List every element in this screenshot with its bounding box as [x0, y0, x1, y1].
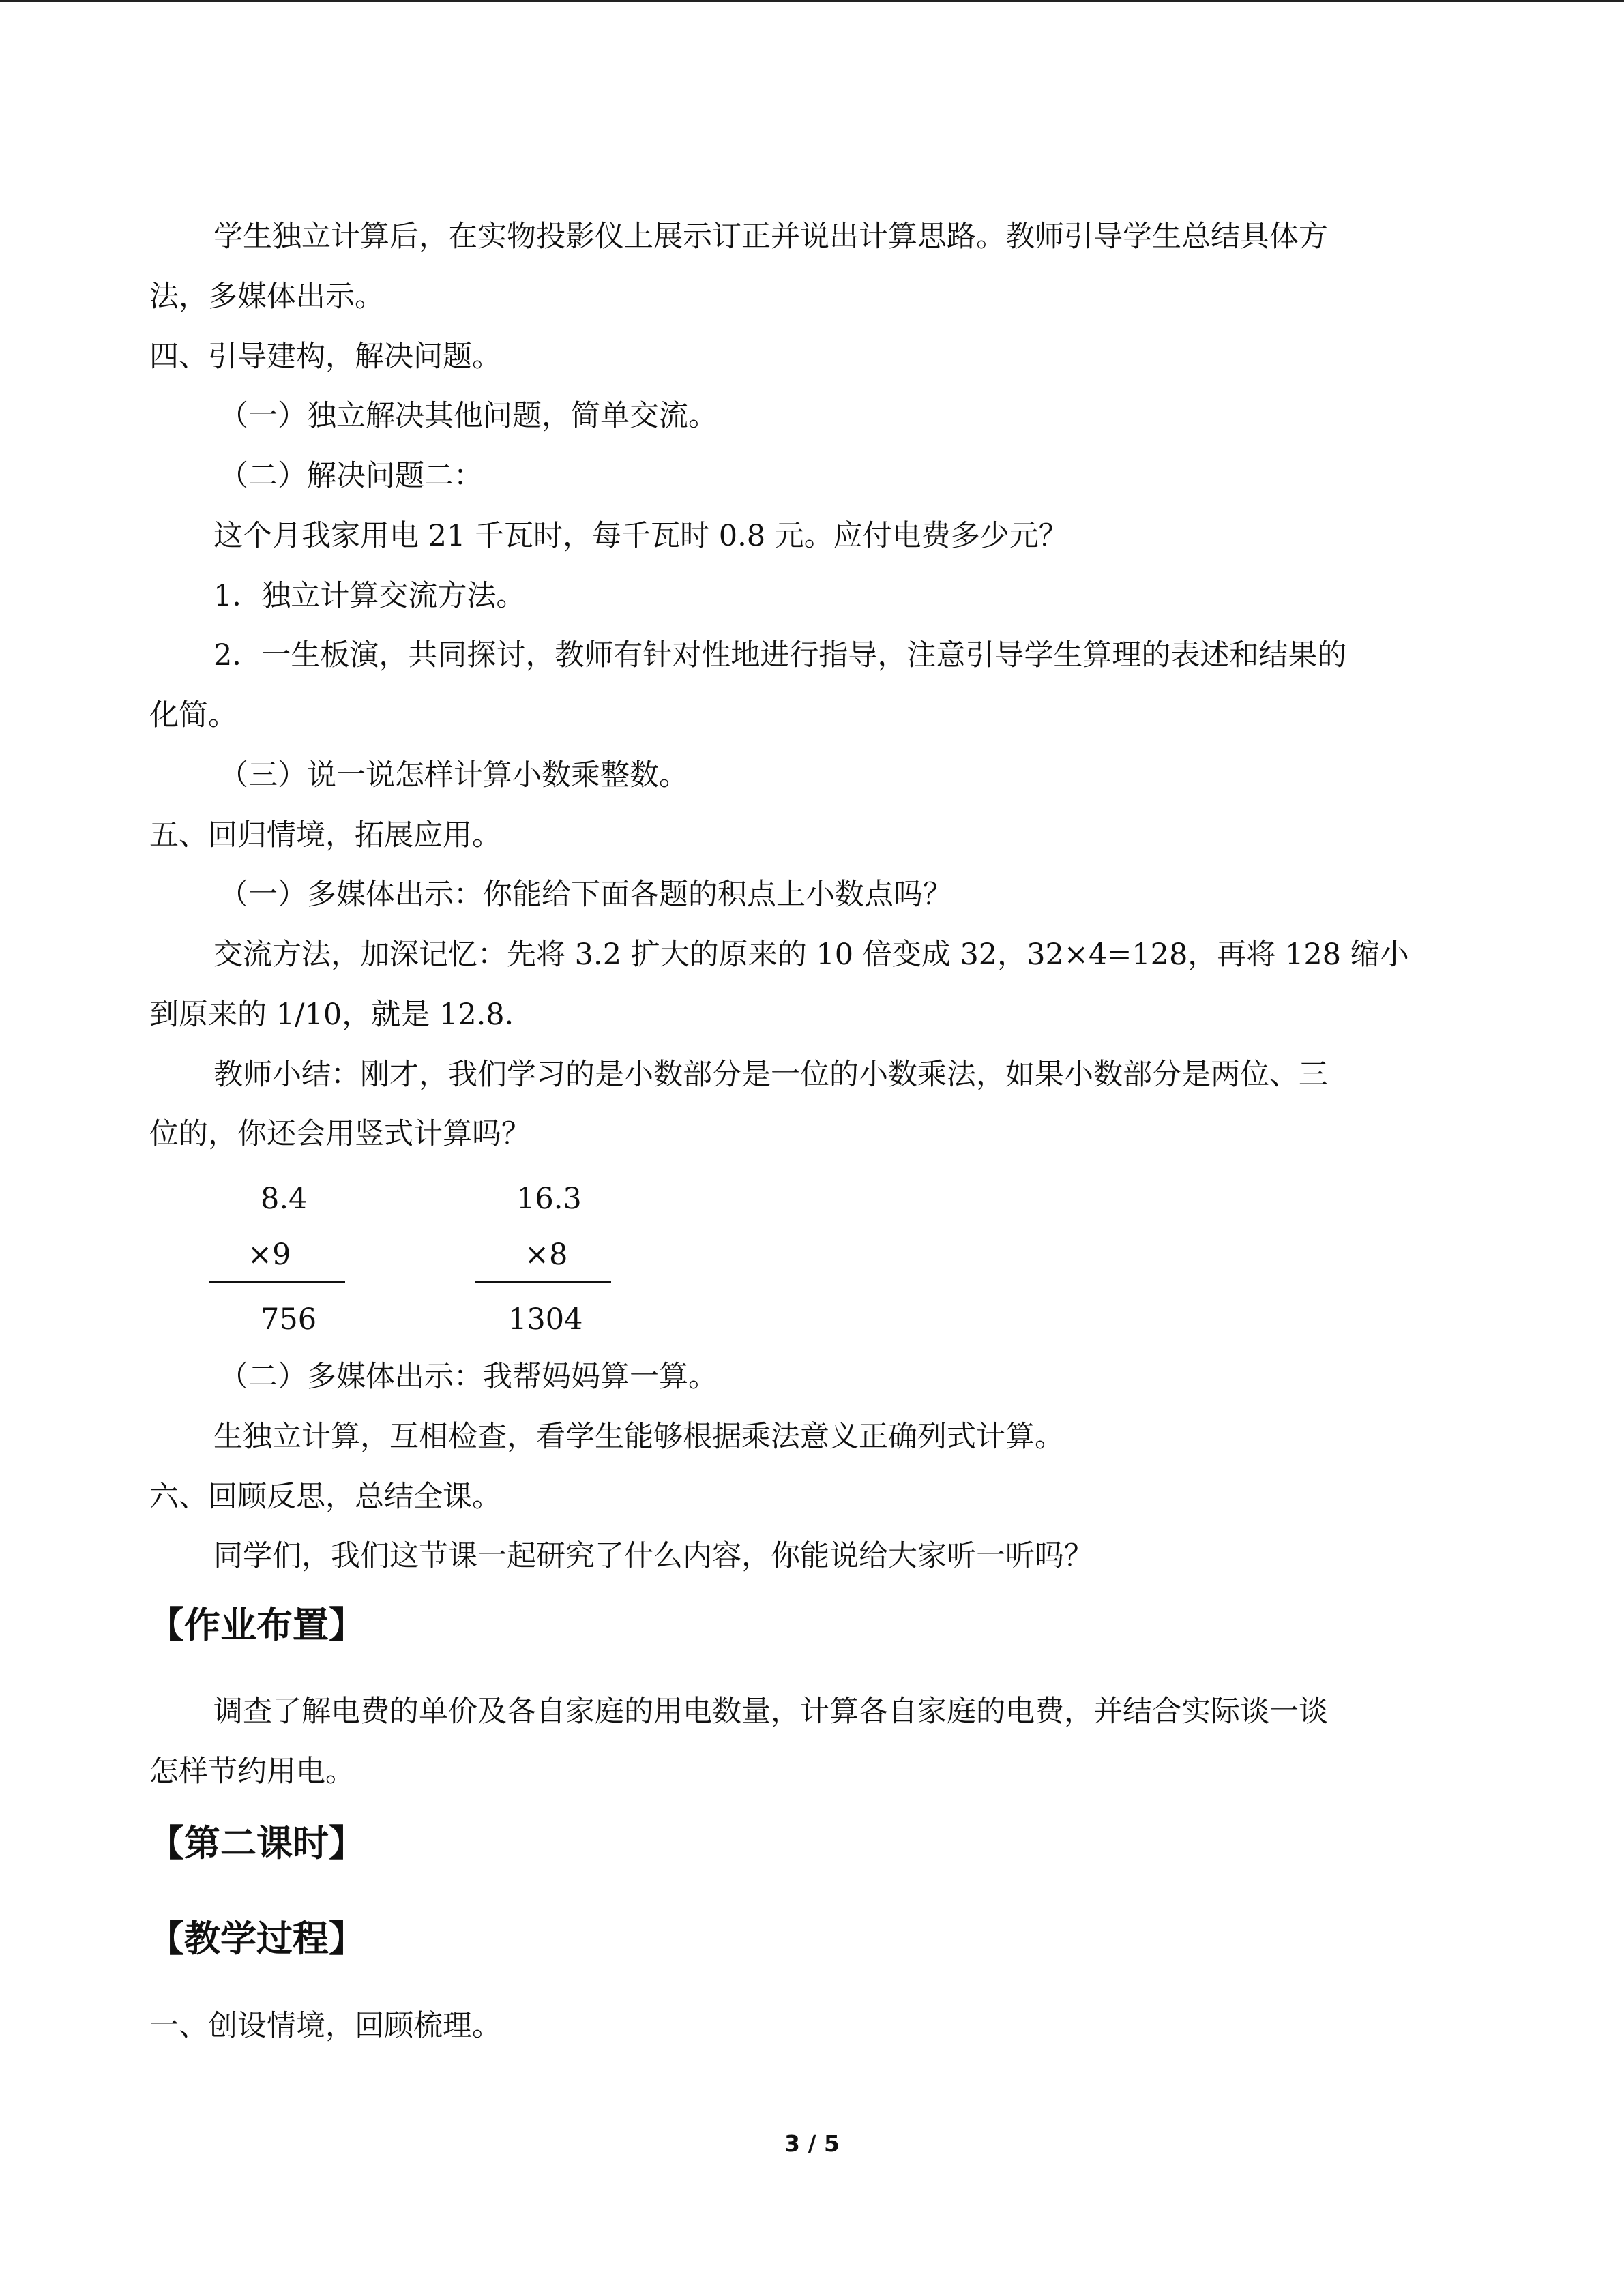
- body-line: 生独立计算，互相检查，看学生能够根据乘法意义正确列式计算。: [213, 1420, 1064, 1454]
- homework-heading: 【作业布置】: [148, 1604, 365, 1646]
- body-line: 化简。: [149, 698, 237, 732]
- calc-multiplicand: 8.4: [261, 1182, 308, 1216]
- body-line: 学生独立计算后，在实物投影仪上展示订正并说出计算思路。教师引导学生总结具体方: [213, 220, 1328, 254]
- list-item: 2．一生板演，共同探讨，教师有针对性地进行指导，注意引导学生算理的表述和结果的: [213, 638, 1347, 672]
- body-line: 交流方法，加深记忆：先将 3.2 扩大的原来的 10 倍变成 32，32×4=128，再将 128 缩小: [213, 938, 1409, 972]
- lesson2-heading: 【第二课时】: [148, 1822, 365, 1864]
- body-line: 教师小结：刚才，我们学习的是小数部分是一位的小数乘法，如果小数部分是两位、三: [213, 1058, 1328, 1092]
- page-top-rule: [0, 0, 1624, 2]
- section-heading-4: 四、引导建构，解决问题。: [149, 340, 501, 374]
- calc-result: 756: [261, 1302, 317, 1337]
- body-line: 到原来的 1/10，就是 12.8．: [149, 998, 534, 1032]
- body-line: 怎样节约用电。: [149, 1755, 355, 1789]
- sub-item: （二）解决问题二：: [219, 459, 483, 493]
- calc-multiplier: ×8: [525, 1238, 568, 1272]
- page-number: 3 / 5: [784, 2130, 840, 2157]
- sub-item: （二）多媒体出示：我帮妈妈算一算。: [219, 1360, 718, 1394]
- calc-result: 1304: [508, 1302, 583, 1337]
- calc-multiplicand: 16.3: [516, 1182, 582, 1216]
- calc-multiplier: ×9: [248, 1238, 291, 1272]
- calc-rule: [475, 1281, 611, 1283]
- list-item: 1．独立计算交流方法。: [213, 579, 526, 613]
- body-line: 调查了解电费的单价及各自家庭的用电数量，计算各自家庭的电费，并结合实际谈一谈: [213, 1695, 1328, 1729]
- sub-item: （一）多媒体出示：你能给下面各题的积点上小数点吗？: [219, 878, 952, 912]
- section-heading-5: 五、回归情境，拓展应用。: [149, 818, 501, 852]
- section-heading-6: 六、回顾反思，总结全课。: [149, 1480, 501, 1514]
- sub-item: （一）独立解决其他问题，简单交流。: [219, 399, 718, 433]
- body-line: 同学们，我们这节课一起研究了什么内容，你能说给大家听一听吗？: [213, 1539, 1093, 1573]
- body-line: 这个月我家用电 21 千瓦时，每千瓦时 0.8 元。应付电费多少元？: [213, 519, 1068, 553]
- process-heading: 【教学过程】: [148, 1918, 365, 1960]
- section-heading-1: 一、创设情境，回顾梳理。: [149, 2009, 501, 2043]
- body-line: 位的，你还会用竖式计算吗？: [149, 1117, 531, 1151]
- calc-rule: [209, 1281, 345, 1283]
- body-line: 法，多媒体出示。: [149, 280, 384, 314]
- sub-item: （三）说一说怎样计算小数乘整数。: [219, 758, 688, 792]
